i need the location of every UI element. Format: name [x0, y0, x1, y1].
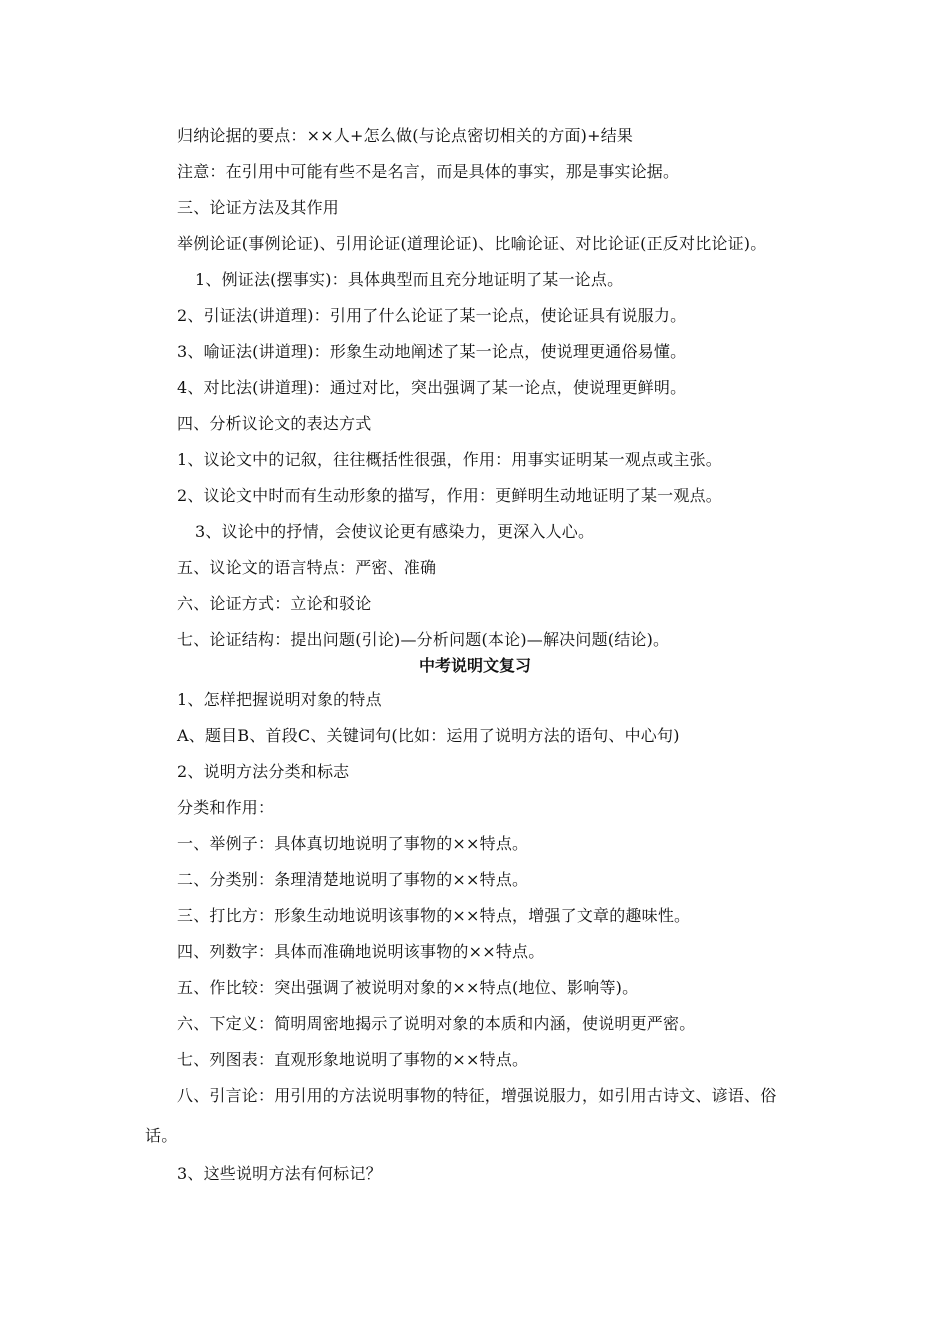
text-line: 话。: [145, 1126, 178, 1145]
list-item: 四、列数字：具体而准确地说明该事物的××特点。: [177, 942, 545, 961]
section-heading: 四、分析议论文的表达方式: [177, 414, 372, 433]
text-line: 举例论证(事例论证)、引用论证(道理论证)、比喻论证、对比论证(正反对比论证)。: [177, 234, 767, 253]
text-line: 注意：在引用中可能有些不是名言，而是具体的事实，那是事实论据。: [177, 162, 680, 181]
list-item: 一、举例子：具体真切地说明了事物的××特点。: [177, 834, 529, 853]
list-item: 1、议论文中的记叙，往往概括性很强，作用：用事实证明某一观点或主张。: [177, 450, 722, 469]
list-item: 4、对比法(讲道理)：通过对比，突出强调了某一论点，使说理更鲜明。: [177, 378, 687, 397]
text-line: 归纳论据的要点：××人+怎么做(与论点密切相关的方面)+结果: [177, 126, 634, 145]
list-item: 三、打比方：形象生动地说明该事物的××特点，增强了文章的趣味性。: [177, 906, 691, 925]
section-heading: 五、议论文的语言特点：严密、准确: [177, 558, 437, 577]
page-title: 中考说明文复习: [418, 656, 531, 675]
text-line: A、题目B、首段C、关键词句(比如：运用了说明方法的语句、中心句): [177, 726, 680, 745]
list-item: 3、喻证法(讲道理)：形象生动地阐述了某一论点，使说理更通俗易懂。: [177, 342, 687, 361]
list-item: 1、怎样把握说明对象的特点: [177, 690, 382, 709]
list-item: 1、例证法(摆事实)：具体典型而且充分地证明了某一论点。: [195, 270, 624, 289]
list-item: 六、下定义：简明周密地揭示了说明对象的本质和内涵，使说明更严密。: [177, 1014, 696, 1033]
section-heading: 六、论证方式：立论和驳论: [177, 594, 372, 613]
list-item: 七、列图表：直观形象地说明了事物的××特点。: [177, 1050, 529, 1069]
list-item: 八、引言论：用引用的方法说明事物的特征，增强说服力，如引用古诗文、谚语、俗: [177, 1086, 777, 1105]
list-item: 2、说明方法分类和标志: [177, 762, 350, 781]
text-line: 分类和作用：: [177, 798, 275, 817]
list-item: 2、议论文中时而有生动形象的描写，作用：更鲜明生动地证明了某一观点。: [177, 486, 722, 505]
list-item: 3、这些说明方法有何标记？: [177, 1164, 382, 1183]
list-item: 二、分类别：条理清楚地说明了事物的××特点。: [177, 870, 529, 889]
section-heading: 三、论证方法及其作用: [177, 198, 340, 217]
section-heading: 七、论证结构：提出问题(引论)—分析问题(本论)—解决问题(结论)。: [177, 630, 670, 649]
list-item: 2、引证法(讲道理)：引用了什么论证了某一论点，使论证具有说服力。: [177, 306, 687, 325]
list-item: 3、议论中的抒情，会使议论更有感染力，更深入人心。: [195, 522, 595, 541]
list-item: 五、作比较：突出强调了被说明对象的××特点(地位、影响等)。: [177, 978, 639, 997]
